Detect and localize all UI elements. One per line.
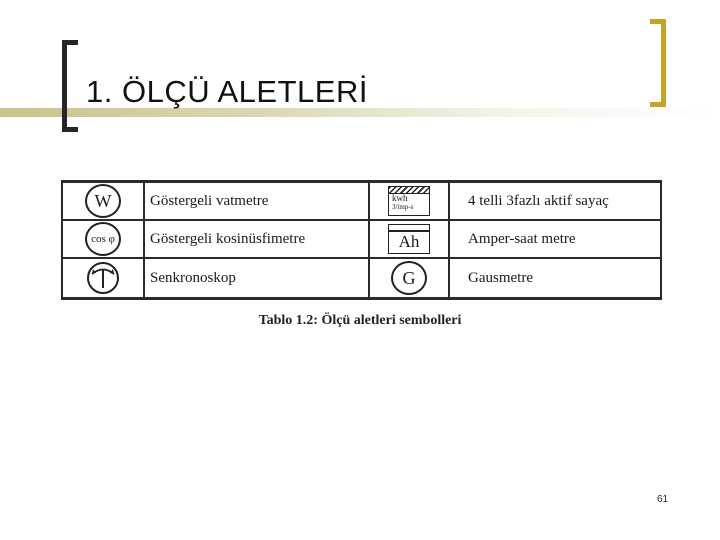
gaussmeter-symbol-cell: [369, 258, 449, 299]
table-row: [62, 258, 661, 299]
energy-meter-constant: 3/imp-s: [392, 203, 414, 211]
ampere-hour-meter-name: Amper-saat metre: [449, 220, 661, 258]
energy-meter-symbol: [388, 186, 430, 216]
gaussmeter-name: Gausmetre: [449, 258, 661, 299]
table-row: [62, 182, 661, 221]
slide-title: 1. ÖLÇÜ ALETLERİ: [86, 74, 368, 109]
table-row: [62, 220, 661, 258]
power-factor-meter-symbol: cos φ: [85, 222, 121, 256]
wattmeter-symbol-cell: [62, 182, 144, 221]
synchroscope-symbol-cell: [62, 258, 144, 299]
right-bracket-decoration: [650, 19, 666, 107]
ampere-hour-label: Ah: [398, 232, 420, 251]
table-caption: Tablo 1.2: Ölçü aletleri sembolleri: [258, 313, 462, 328]
ampere-hour-meter-symbol-cell: [369, 220, 449, 258]
wattmeter-name: Göstergeli vatmetre: [144, 182, 369, 221]
synchroscope-icon: [85, 261, 121, 295]
energy-meter-symbol-cell: [369, 182, 449, 221]
measurement-symbols-table: [61, 180, 662, 300]
left-bracket-decoration: [62, 40, 78, 132]
energy-meter-name: 4 telli 3fazlı aktif sayaç: [449, 182, 661, 221]
wattmeter-symbol: W: [85, 184, 121, 218]
energy-meter-unit: kwh: [392, 193, 408, 203]
synchroscope-name: Senkronoskop: [144, 258, 369, 299]
gaussmeter-symbol: G: [391, 261, 427, 295]
ampere-hour-meter-symbol: [388, 224, 430, 254]
page-number: 61: [657, 494, 669, 505]
power-factor-meter-name: Göstergeli kosinüsfimetre: [144, 220, 369, 258]
power-factor-meter-symbol-cell: [62, 220, 144, 258]
